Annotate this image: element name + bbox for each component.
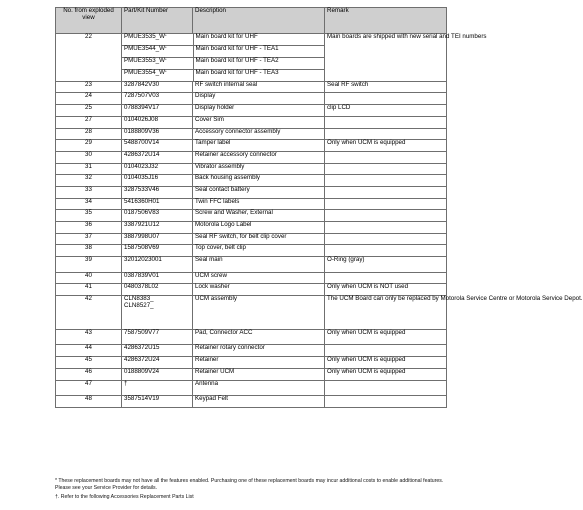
cell-description: RF switch internal seal [193, 81, 325, 93]
cell-part: 32012023001 [122, 257, 193, 273]
cell-part: 4286372U24 [122, 357, 193, 369]
cell-description: Accessory connector assembly [193, 128, 325, 140]
cell-part: 3587514V19 [122, 396, 193, 408]
table-row [56, 186, 447, 198]
cell-part: 7287507V03 [122, 93, 193, 105]
cell-part: 3287533V46 [122, 186, 193, 198]
cell-remark [325, 186, 447, 198]
cell-no: 22 [56, 34, 122, 82]
table-row [56, 198, 447, 210]
cell-remark [325, 272, 447, 284]
cell-remark [325, 175, 447, 187]
cell-part: 0480378L02 [122, 284, 193, 296]
cell-no: 41 [56, 284, 122, 296]
cell-no: 23 [56, 81, 122, 93]
cell-remark [325, 93, 447, 105]
header-part: Part/Kit Number [122, 8, 193, 34]
cell-part: 7587509V77 [122, 329, 193, 345]
cell-no: 37 [56, 233, 122, 245]
table-row [56, 163, 447, 175]
cell-no: 39 [56, 257, 122, 273]
cell-description: Retainer [193, 357, 325, 369]
cell-part: 0104026J08 [122, 116, 193, 128]
footnote-star: * These replacement boards may not have all the features enabled. Purchasing one of these replacement boards may incur additional costs to enable additional features. Please see your Service Provider for details. [55, 478, 444, 491]
footnotes [55, 478, 455, 504]
cell-no: 40 [56, 272, 122, 284]
cell-part: 1587508V69 [122, 245, 193, 257]
cell-no: 30 [56, 151, 122, 163]
cell-description: Seal main [193, 257, 325, 273]
cell-no: 32 [56, 175, 122, 187]
cell-description: Retainer UCM [193, 368, 325, 380]
cell-remark [325, 198, 447, 210]
table-row [56, 257, 447, 273]
cell-description: Display [193, 93, 325, 105]
table-row [56, 357, 447, 369]
cell-remark [325, 222, 447, 234]
cell-description: Main board kit for UHF - TEA1 [193, 46, 325, 58]
cell-no: 48 [56, 396, 122, 408]
cell-no: 44 [56, 345, 122, 357]
cell-remark: Only when UCM is equipped [325, 329, 447, 345]
cell-part: 4286372U14 [122, 151, 193, 163]
cell-description: Cover Sim [193, 116, 325, 128]
cell-part: † [122, 380, 193, 396]
table-header [56, 8, 447, 34]
cell-description: Keypad Felt [193, 396, 325, 408]
cell-part: 0387839V01 [122, 272, 193, 284]
cell-part: CLN8383_ CLN8527_ [122, 295, 193, 329]
table-row [56, 128, 447, 140]
cell-part: 0188809V24 [122, 368, 193, 380]
cell-no: 47 [56, 380, 122, 396]
cell-part: PMUE3535_W* [122, 34, 193, 46]
cell-part: 3387921U12 [122, 222, 193, 234]
table-row [56, 81, 447, 93]
cell-part: 5416360H01 [122, 198, 193, 210]
cell-description: Display holder [193, 105, 325, 117]
cell-description: Pad, Connector ACC [193, 329, 325, 345]
cell-remark [325, 116, 447, 128]
cell-description: Antenna [193, 380, 325, 396]
main-board-kits [122, 34, 325, 82]
cell-no: 36 [56, 222, 122, 234]
header-no: No. from exploded view [56, 8, 122, 34]
cell-no: 28 [56, 128, 122, 140]
cell-description: Seal contact battery [193, 186, 325, 198]
cell-description: Retainer rotary connector [193, 345, 325, 357]
table-row [56, 222, 447, 234]
cell-description: Top cover, belt clip [193, 245, 325, 257]
cell-description: Retainer accessory connector [193, 151, 325, 163]
cell-remark: Only when UCM is equipped [325, 140, 447, 152]
cell-no: 42 [56, 295, 122, 329]
cell-remark: clip LCD [325, 105, 447, 117]
table-row [56, 93, 447, 105]
cell-part: PMUE3544_W* [122, 46, 193, 58]
parts-table [55, 7, 583, 408]
cell-remark [325, 380, 447, 396]
cell-description: Motorola Logo Label [193, 222, 325, 234]
table-row [56, 151, 447, 163]
table-row [56, 210, 447, 222]
cell-part: PMUE3554_W* [122, 69, 193, 81]
table-row [56, 272, 447, 284]
table-row [56, 140, 447, 152]
footnote-dagger: †. Refer to the following Accessories Replacement Parts List [55, 494, 194, 500]
cell-no: 34 [56, 198, 122, 210]
table-row [56, 105, 447, 117]
cell-part: 4286372U15 [122, 345, 193, 357]
cell-remark: Seal RF switch [325, 81, 447, 93]
cell-no: 38 [56, 245, 122, 257]
cell-part: 5488700V14 [122, 140, 193, 152]
cell-description: Twin FFC labels [193, 198, 325, 210]
table-row-22 [56, 34, 447, 82]
cell-remark: Only when UCM is equipped [325, 368, 447, 380]
cell-description: Main board kit for UHF - TEA2 [193, 57, 325, 69]
cell-no: 43 [56, 329, 122, 345]
cell-description: Vibrator assembly [193, 163, 325, 175]
cell-description: Seal RF switch, for belt clip cover [193, 233, 325, 245]
cell-description: Main board kit for UHF - TEA3 [193, 69, 325, 81]
cell-no: 31 [56, 163, 122, 175]
cell-no: 35 [56, 210, 122, 222]
cell-part: PMUE3553_W* [122, 57, 193, 69]
header-remark: Remark [325, 8, 447, 34]
cell-remark [325, 245, 447, 257]
cell-remark: Only when UCM is NOT used [325, 284, 447, 296]
cell-no: 24 [56, 93, 122, 105]
cell-no: 45 [56, 357, 122, 369]
table-row [56, 175, 447, 187]
cell-remark [325, 233, 447, 245]
cell-remark [325, 396, 447, 408]
cell-description: Tamper label [193, 140, 325, 152]
cell-no: 46 [56, 368, 122, 380]
cell-remark: The UCM Board can only be replaced by Motorola Service Centre or Motorola Service Depot. [325, 295, 447, 329]
cell-remark [325, 128, 447, 140]
cell-no: 25 [56, 105, 122, 117]
header-description: Description [193, 8, 325, 34]
cell-part: 3287842V30 [122, 81, 193, 93]
cell-part: 0104035J16 [122, 175, 193, 187]
table-row [56, 284, 447, 296]
table-row [56, 396, 447, 408]
table-body [56, 33, 583, 408]
cell-no: 29 [56, 140, 122, 152]
cell-description: UCM screw [193, 272, 325, 284]
table-row [56, 245, 447, 257]
cell-remark [325, 210, 447, 222]
cell-description: UCM assembly [193, 295, 325, 329]
cell-part: 3887998U07 [122, 233, 193, 245]
table-row [56, 329, 447, 345]
table-row [56, 368, 447, 380]
cell-part: 0104023J32 [122, 163, 193, 175]
cell-remark: Only when UCM is equipped [325, 357, 447, 369]
cell-remark [325, 163, 447, 175]
cell-remark [325, 345, 447, 357]
cell-no: 33 [56, 186, 122, 198]
cell-remark: O-Ring (gray) [325, 257, 447, 273]
cell-remark [325, 151, 447, 163]
cell-description: Lock washer [193, 284, 325, 296]
cell-part: 0188809V36 [122, 128, 193, 140]
table-row [56, 345, 447, 357]
cell-description: Main board kit for UHF [193, 34, 325, 46]
cell-part: 0788394V17 [122, 105, 193, 117]
cell-description: Back housing assembly [193, 175, 325, 187]
cell-description: Screw and Washer, External [193, 210, 325, 222]
table-row [56, 116, 447, 128]
table-row [56, 295, 447, 329]
table-row [56, 380, 447, 396]
cell-part: 0187506V83 [122, 210, 193, 222]
cell-no: 27 [56, 116, 122, 128]
cell-remark: Main boards are shipped with new serial and TEI numbers [325, 34, 447, 82]
table-row [56, 233, 447, 245]
